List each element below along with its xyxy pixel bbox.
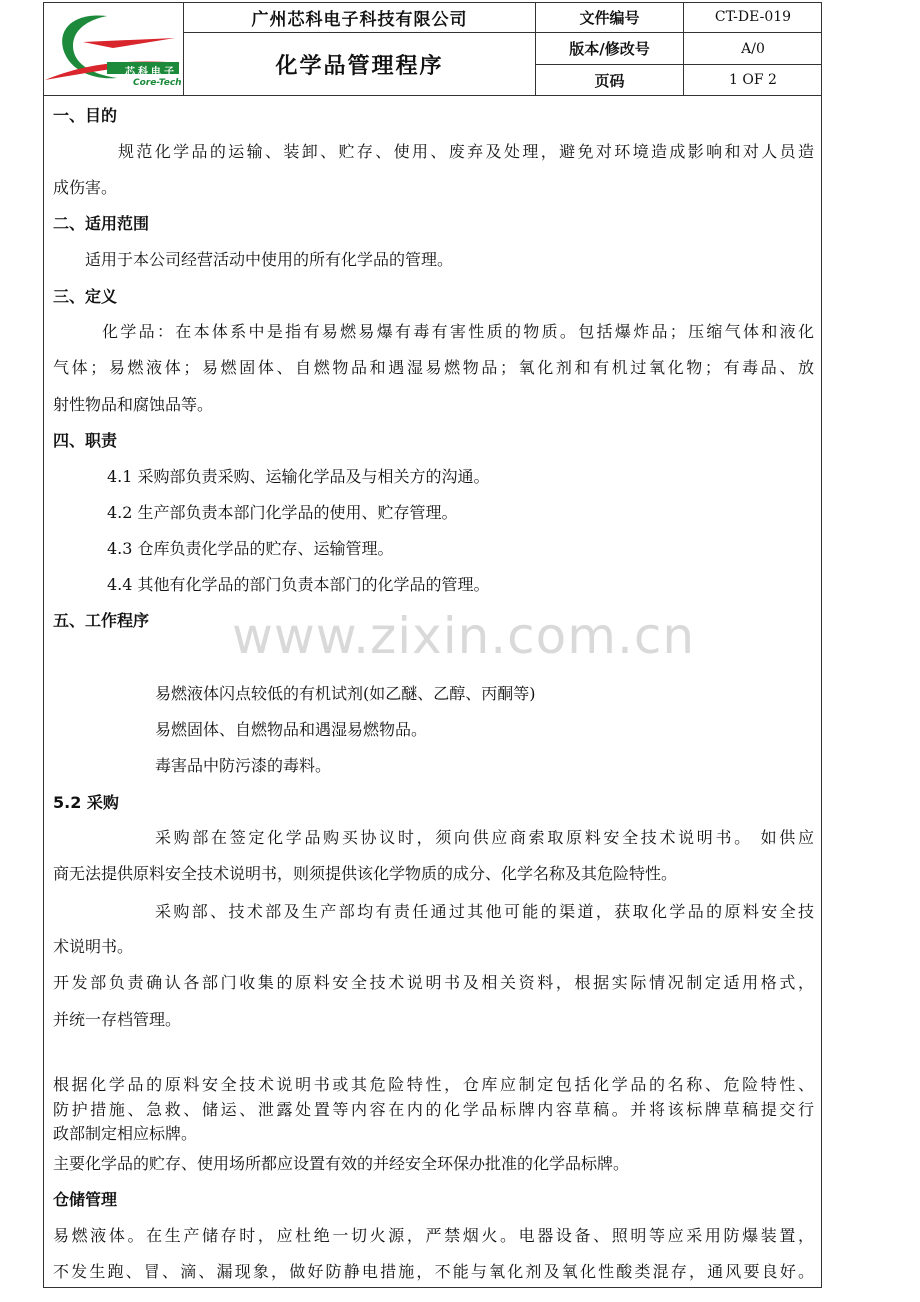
storage-line: 不发生跑、冒、滴、漏现象，做好防静电措施，不能与氧化剂及氧化性酸类混存，通风要良好。 xyxy=(53,1262,814,1281)
version-value: A/0 xyxy=(741,40,765,57)
purchase-line: 开发部负责确认各部门收集的原料安全技术说明书及相关资料，根据实际情况制定适用格式， xyxy=(53,973,814,992)
duty-item: 4.4 其他有化学品的部门负责本部门的化学品的管理。 xyxy=(107,575,490,594)
section-heading-duties: 四、职责 xyxy=(53,431,118,450)
purchase-line: 术说明书。 xyxy=(53,937,134,956)
purchase-line: 采购部、技术部及生产部均有责任通过其他可能的渠道，获取化学品的原料安全技 xyxy=(155,902,814,921)
duty-item: 4.2 生产部负责本部门化学品的使用、贮存管理。 xyxy=(107,503,458,522)
section-heading-purchase: 5.2 采购 xyxy=(53,793,119,812)
section-heading-scope: 二、适用范围 xyxy=(53,214,150,233)
label-line: 根据化学品的原料安全技术说明书或其危险特性，仓库应制定包括化学品的名称、危险特性、 xyxy=(53,1075,814,1094)
logo-brand-cn: 芯科电子 xyxy=(125,67,177,78)
version-label: 版本/修改号 xyxy=(569,40,650,58)
label-line: 防护措施、急救、储运、泄露处置等内容在内的化学品标牌内容草稿。并将该标牌草稿提交行 xyxy=(53,1100,814,1119)
section-heading-storage: 仓储管理 xyxy=(53,1190,118,1209)
duty-item: 4.1 采购部负责采购、运输化学品及与相关方的沟通。 xyxy=(107,467,490,486)
doc-number-value: CT-DE-019 xyxy=(714,9,792,25)
purpose-line: 规范化学品的运输、装卸、贮存、使用、废弃及处理，避免对环境造成影响和对人员造 xyxy=(118,142,814,161)
section-heading-purpose: 一、目的 xyxy=(53,106,118,125)
duty-item: 4.3 仓库负责化学品的贮存、运输管理。 xyxy=(107,539,394,558)
purchase-line: 并统一存档管理。 xyxy=(53,1010,182,1029)
doc-number-label: 文件编号 xyxy=(579,8,640,27)
procedure-item: 毒害品中防污漆的毒料。 xyxy=(155,756,332,775)
procedure-item: 易燃液体闪点较低的有机试剂(如乙醚、乙醇、丙酮等) xyxy=(155,684,536,703)
definition-line: 气体；易燃液体；易燃固体、自燃物品和遇湿易燃物品；氧化剂和有机过氧化物；有毒品、放 xyxy=(53,358,814,377)
purpose-line: 成伤害。 xyxy=(53,178,118,197)
section-heading-definition: 三、定义 xyxy=(53,287,118,306)
storage-line: 易燃液体。在生产储存时，应杜绝一切火源，严禁烟火。电器设备、照明等应采用防爆装置， xyxy=(53,1226,814,1245)
label-line: 主要化学品的贮存、使用场所都应设置有效的并经安全环保办批准的化学品标牌。 xyxy=(53,1154,630,1173)
label-line: 政部制定相应标牌。 xyxy=(53,1124,198,1143)
logo-brand-en: Core-Tech xyxy=(133,78,182,88)
company-logo xyxy=(43,2,183,95)
purchase-line: 商无法提供原料安全技术说明书，则须提供该化学物质的成分、化学名称及其危险特性。 xyxy=(53,864,678,883)
page-value: 1 OF 2 xyxy=(729,72,777,88)
scope-line: 适用于本公司经营活动中使用的所有化学品的管理。 xyxy=(85,250,454,269)
document-title: 化学品管理程序 xyxy=(275,53,444,79)
watermark: www.zixin.com.cn xyxy=(232,607,696,665)
page-label: 页码 xyxy=(594,71,625,90)
procedure-item: 易燃固体、自燃物品和遇湿易燃物品。 xyxy=(155,720,428,739)
document-header xyxy=(43,2,822,96)
purchase-line: 采购部在签定化学品购买协议时，须向供应商索取原料安全技术说明书。 如供应 xyxy=(155,828,814,847)
company-name: 广州芯科电子科技有限公司 xyxy=(251,9,468,30)
section-heading-procedure: 五、工作程序 xyxy=(53,611,150,630)
definition-line: 射性物品和腐蚀品等。 xyxy=(53,395,214,414)
definition-line: 化学品：在本体系中是指有易燃易爆有毒有害性质的物质。包括爆炸品；压缩气体和液化 xyxy=(102,322,814,341)
